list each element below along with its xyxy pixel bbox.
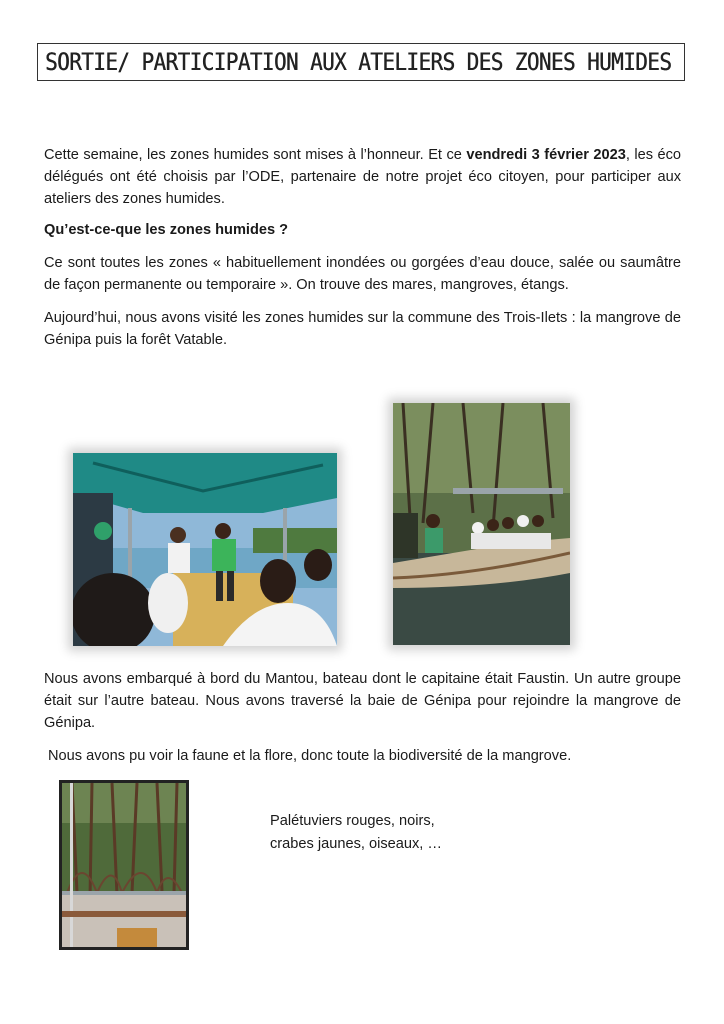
mangrove-roots-photo <box>59 780 189 950</box>
boat-mangrove-photo <box>393 403 570 645</box>
title-box <box>37 43 685 81</box>
caption <box>270 810 442 856</box>
caption-line-2: crabes jaunes, oiseaux, … <box>270 836 442 852</box>
intro-date: vendredi 3 février 2023 <box>466 147 626 163</box>
visit-paragraph: Aujourd’hui, nous avons visité les zones humides sur la commune des Trois-Ilets : la mangrove de Génipa puis la forêt Vatable. <box>44 310 681 348</box>
question-heading: Qu’est-ce-que les zones humides ? <box>44 222 289 238</box>
definition-paragraph: Ce sont toutes les zones « habituellement inondées ou gorgées d’eau douce, salée ou saumâtre de façon permanente ou temporaire ». On trouve des mares, mangroves, étangs. <box>44 255 681 293</box>
intro-paragraph <box>44 144 681 210</box>
intro-text-end: , les éco délégués ont été choisis par l’ODE, partenaire de notre projet éco citoyen, pour participer aux ateliers des zones humides. <box>44 147 681 207</box>
fauna-paragraph: Nous avons pu voir la faune et la flore, donc toute la biodiversité de la mangrove. <box>48 748 572 764</box>
boat-paragraph: Nous avons embarqué à bord du Mantou, bateau dont le capitaine était Faustin. Un autre groupe était sur l’autre bateau. Nous avons traversé la baie de Génipa pour rejoindre la mangrove de Génipa. <box>44 671 681 731</box>
page-title: SORTIE/ PARTICIPATION AUX ATELIERS DES ZONES HUMIDES <box>45 48 672 76</box>
intro-text-start: Cette semaine, les zones humides sont mises à l’honneur. Et ce <box>44 147 467 163</box>
caption-line-1: Palétuviers rouges, noirs, <box>270 813 435 829</box>
boat-students-photo <box>73 453 337 646</box>
